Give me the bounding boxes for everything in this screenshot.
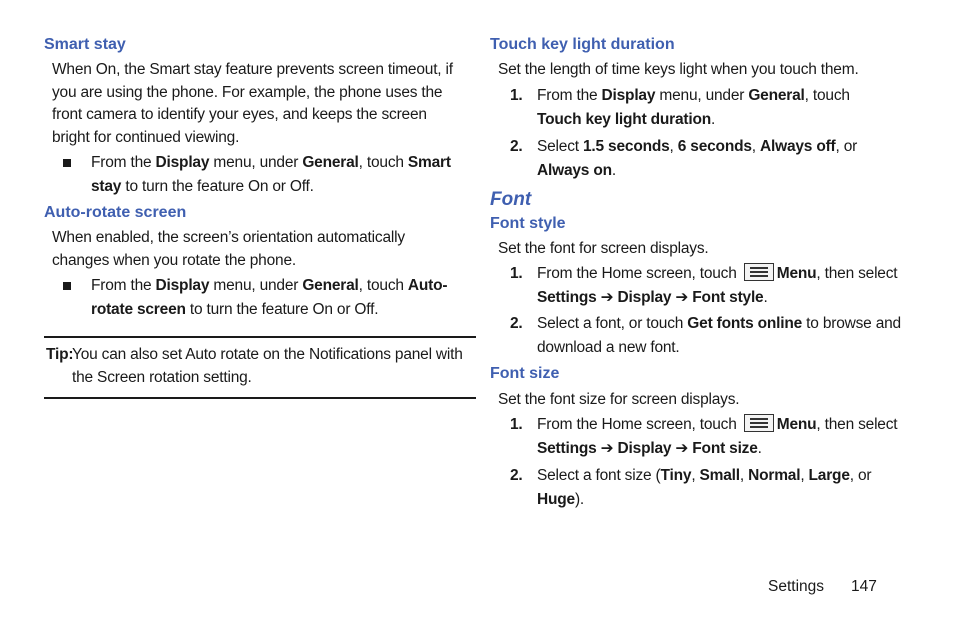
font-style-heading: Font style (490, 214, 566, 232)
font-style-step-2: 2. Select a font, or touch Get fonts online to browse and download a new font. (510, 315, 901, 356)
auto-rotate-body: When enabled, the screen’s orientation automatically changes when you rotate the phone. (52, 229, 405, 269)
menu-key-icon (744, 414, 774, 432)
auto-rotate-heading: Auto-rotate screen (44, 204, 187, 221)
touch-key-body: Set the length of time keys light when you touch them. (498, 61, 859, 78)
menu-key-icon (744, 263, 774, 281)
font-style-step-1: 1. From the Home screen, touch Menu, then select Settings ➔ Display ➔ Font style. (510, 265, 898, 306)
smart-stay-body: When On, the Smart stay feature prevents screen timeout, if you are using the phone. For example, the phone uses the front camera to identify your eyes, and keeps the screen bright for continued viewing. (52, 61, 453, 146)
touch-key-section (490, 34, 910, 183)
font-style-body: Set the font for screen displays. (498, 239, 709, 257)
font-section-heading: Font (490, 188, 532, 210)
font-style-section (490, 213, 910, 361)
touch-key-heading: Touch key light duration (490, 36, 675, 53)
footer-section-name: Settings (768, 578, 825, 595)
touch-key-step-2: 2. Select 1.5 seconds, 6 seconds, Always off, or Always on. (510, 137, 858, 179)
font-size-body: Set the font size for screen displays. (498, 391, 740, 408)
smart-stay-bullet: From the Display menu, under General, touch Smart stay to turn the feature On or Off. (44, 151, 454, 199)
square-bullet-icon (63, 282, 71, 290)
font-size-step-1: 1. From the Home screen, touch Menu, then select Settings ➔ Display ➔ Font size. (510, 415, 898, 457)
tip-text: You can also set Auto rotate on the Notifications panel with the Screen rotation setting. (72, 346, 463, 386)
page-number: 147 (851, 578, 877, 595)
font-size-section (490, 363, 910, 512)
smart-stay-heading: Smart stay (44, 36, 126, 53)
auto-rotate-bullet: From the Display menu, under General, touch Auto-rotate screen to turn the feature On or Off. (44, 274, 454, 322)
right-column (490, 34, 910, 512)
auto-rotate-section (44, 202, 454, 322)
tip-box (44, 336, 476, 399)
font-size-step-2: 2. Select a font size (Tiny, Small, Normal, Large, or Huge). (510, 466, 872, 508)
tip-label: Tip: (46, 346, 74, 363)
square-bullet-icon (63, 159, 71, 167)
left-column (44, 34, 463, 399)
font-size-heading: Font size (490, 365, 560, 382)
touch-key-step-1: 1. From the Display menu, under General, touch Touch key light duration. (510, 86, 850, 128)
smart-stay-section (44, 34, 454, 199)
